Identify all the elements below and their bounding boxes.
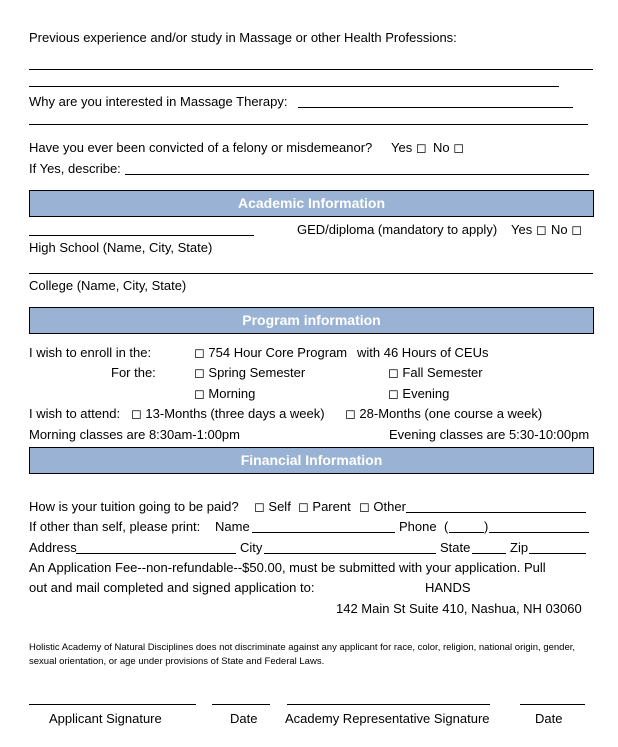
phone-open-paren: ( <box>444 519 449 534</box>
address-field[interactable] <box>76 553 236 554</box>
experience-field-line-1[interactable] <box>29 69 593 70</box>
interest-field-line[interactable] <box>298 107 573 108</box>
mailing-address: 142 Main St Suite 410, Nashua, NH 03060 <box>336 601 582 616</box>
ged-label: GED/diploma (mandatory to apply) <box>297 222 498 237</box>
interest-field-line-2[interactable] <box>29 124 588 125</box>
felony-yes-checkbox[interactable]: Yes ◻ <box>391 140 427 155</box>
financial-section-header: Financial Information <box>29 447 594 474</box>
parent-checkbox[interactable]: ◻ Parent <box>298 499 351 514</box>
felony-question: Have you ever been convicted of a felony or misdemeanor? <box>29 140 373 155</box>
self-checkbox[interactable]: ◻ Self <box>254 499 291 514</box>
phone-close-paren: ) <box>484 519 489 534</box>
core-program-checkbox[interactable]: ◻ 754 Hour Core Program <box>194 345 348 360</box>
state-label: State <box>440 540 471 555</box>
felony-describe-field[interactable] <box>125 174 589 175</box>
college-label: College (Name, City, State) <box>29 278 187 293</box>
ged-yes-checkbox[interactable]: Yes ◻ <box>511 222 547 237</box>
city-field[interactable] <box>264 553 436 554</box>
high-school-label: High School (Name, City, State) <box>29 240 213 255</box>
mailing-name: HANDS <box>425 580 471 595</box>
ceus-text: with 46 Hours of CEUs <box>357 345 489 360</box>
attend-label: I wish to attend: <box>29 406 121 421</box>
fall-semester-checkbox[interactable]: ◻ Fall Semester <box>388 365 483 380</box>
morning-times: Morning classes are 8:30am-1:00pm <box>29 427 240 442</box>
tuition-question: How is your tuition going to be paid? <box>29 499 239 514</box>
felony-describe-label: If Yes, describe: <box>29 161 121 176</box>
for-label: For the: <box>111 365 156 380</box>
thirteen-months-checkbox[interactable]: ◻ 13-Months (three days a week) <box>131 406 325 421</box>
interest-label: Why are you interested in Massage Therapy: <box>29 94 288 109</box>
fee-line-2: out and mail completed and signed application to: <box>29 580 315 595</box>
high-school-field[interactable] <box>29 235 254 236</box>
applicant-signature-line[interactable] <box>29 704 196 705</box>
ged-no-checkbox[interactable]: No ◻ <box>551 222 583 237</box>
city-label: City <box>240 540 263 555</box>
applicant-date-label: Date <box>230 711 258 726</box>
rep-date-line[interactable] <box>520 704 585 705</box>
program-section-header: Program information <box>29 307 594 334</box>
college-field[interactable] <box>29 273 593 274</box>
zip-field[interactable] <box>529 553 586 554</box>
rep-signature-label: Academy Representative Signature <box>285 711 490 726</box>
evening-times: Evening classes are 5:30-10:00pm <box>389 427 590 442</box>
other-field[interactable] <box>406 512 586 513</box>
address-label: Address <box>29 540 77 555</box>
state-field[interactable] <box>472 553 506 554</box>
applicant-signature-label: Applicant Signature <box>49 711 162 726</box>
twentyeight-months-checkbox[interactable]: ◻ 28-Months (one course a week) <box>345 406 543 421</box>
enroll-label: I wish to enroll in the: <box>29 345 152 360</box>
fee-line-1: An Application Fee--non-refundable--$50.00, must be submitted with your application. Pull <box>29 560 546 575</box>
phone-label: Phone <box>399 519 437 534</box>
name-field[interactable] <box>252 532 395 533</box>
academic-section-header: Academic Information <box>29 190 594 217</box>
name-label: Name <box>215 519 250 534</box>
evening-checkbox[interactable]: ◻ Evening <box>388 386 450 401</box>
morning-checkbox[interactable]: ◻ Morning <box>194 386 256 401</box>
rep-signature-line[interactable] <box>287 704 490 705</box>
phone-number-field[interactable] <box>489 532 589 533</box>
rep-date-label: Date <box>535 711 563 726</box>
spring-semester-checkbox[interactable]: ◻ Spring Semester <box>194 365 306 380</box>
applicant-date-line[interactable] <box>212 704 270 705</box>
felony-no-checkbox[interactable]: No ◻ <box>433 140 465 155</box>
zip-label: Zip <box>510 540 529 555</box>
experience-field-line-2[interactable] <box>29 86 559 87</box>
phone-area-code-field[interactable] <box>449 532 484 533</box>
other-checkbox[interactable]: ◻ Other <box>359 499 406 514</box>
print-label: If other than self, please print: <box>29 519 201 534</box>
non-discrimination-notice: Holistic Academy of Natural Disciplines does not discriminate against any applicant for race, color, religion, national origin, gender, sexual orientation, or age under provisions of State and Federal Laws. <box>29 642 576 667</box>
experience-label: Previous experience and/or study in Massage or other Health Professions: <box>29 30 457 45</box>
